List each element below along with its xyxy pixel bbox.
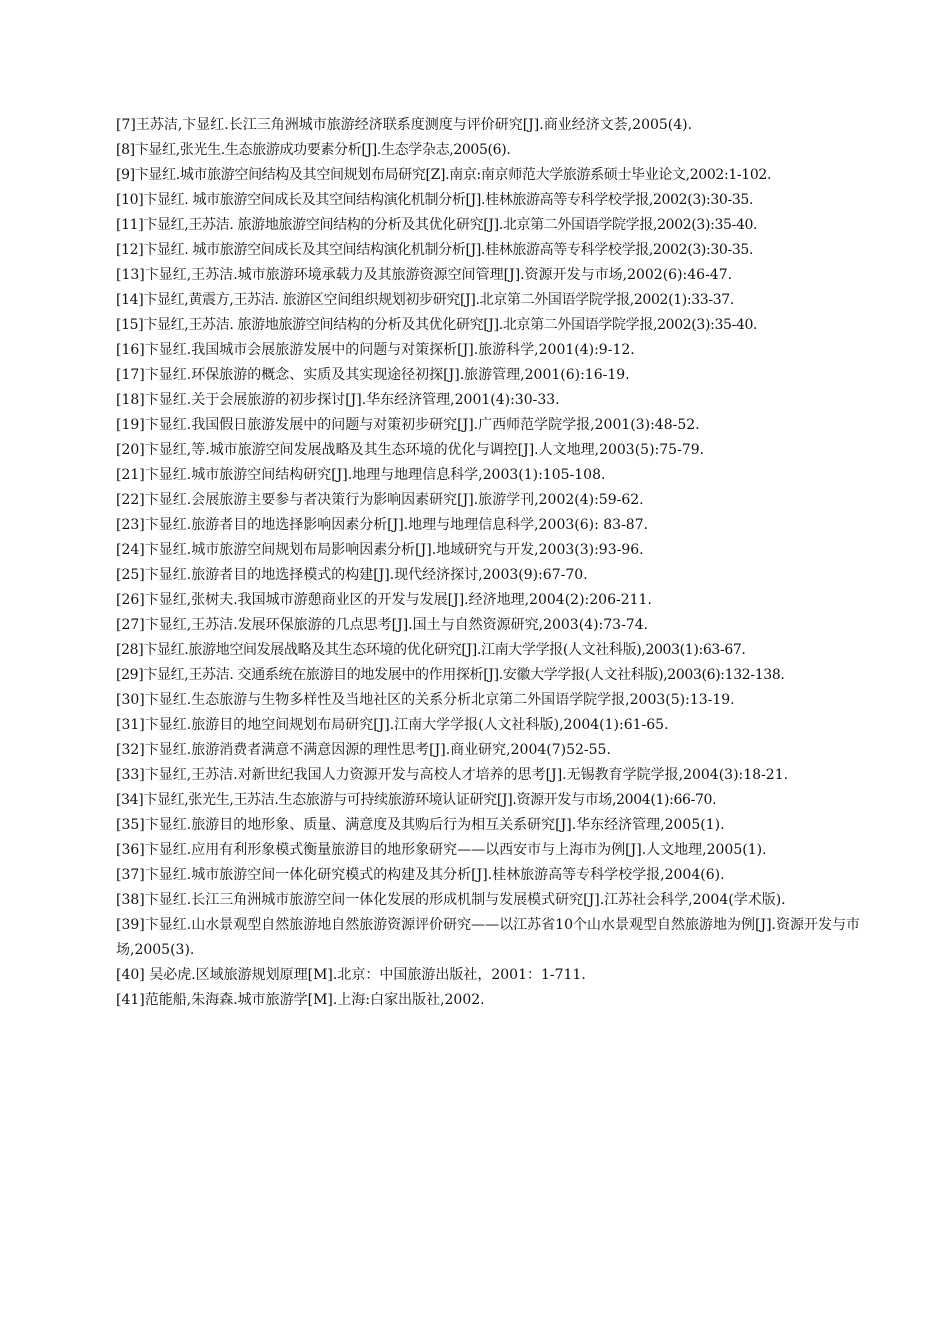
reference-list	[116, 113, 860, 1013]
reference-entry: [16]卞显红.我国城市会展旅游发展中的问题与对策探析[J].旅游科学,2001(4):9-12.	[116, 342, 635, 358]
reference-entry: [14]卞显红,黄震方,王苏洁. 旅游区空间组织规划初步研究[J].北京第二外国语学院学报,2002(1):33-37.	[116, 292, 734, 308]
reference-entry: [28]卞显红.旅游地空间发展战略及其生态环境的优化研究[J].江南大学学报(人文社科版),2003(1):63-67.	[116, 642, 746, 658]
reference-entry: [17]卞显红.环保旅游的概念、实质及其实现途径初探[J].旅游管理,2001(6):16-19.	[116, 367, 630, 383]
reference-entry: [32]卞显红.旅游消费者满意不满意因源的理性思考[J].商业研究,2004(7)52-55.	[116, 742, 611, 758]
reference-entry: [40] 吴必虎.区域旅游规划原理[M].北京：中国旅游出版社，2001：1-711.	[116, 967, 586, 983]
reference-entry: [24]卞显红.城市旅游空间规划布局影响因素分析[J].地域研究与开发,2003(3):93-96.	[116, 542, 644, 558]
reference-entry: [29]卞显红,王苏洁. 交通系统在旅游目的地发展中的作用探析[J].安徽大学学报(人文社科版),2003(6):132-138.	[116, 667, 785, 683]
reference-entry: [39]卞显红.山水景观型自然旅游地自然旅游资源评价研究——以江苏省10个山水景观型自然旅游地为例[J].资源开发与市场,2005(3).	[116, 917, 860, 958]
reference-entry: [19]卞显红.我国假日旅游发展中的问题与对策初步研究[J].广西师范学院学报,2001(3):48-52.	[116, 417, 700, 433]
reference-entry: [34]卞显红,张光生,王苏洁.生态旅游与可持续旅游环境认证研究[J].资源开发与市场,2004(1):66-70.	[116, 792, 717, 808]
reference-entry: [15]卞显红,王苏洁. 旅游地旅游空间结构的分析及其优化研究[J].北京第二外国语学院学报,2002(3):35-40.	[116, 317, 758, 333]
reference-entry: [10]卞显红. 城市旅游空间成长及其空间结构演化机制分析[J].桂林旅游高等专科学校学报,2002(3):30-35.	[116, 192, 754, 208]
reference-entry: [8]卞显红,张光生.生态旅游成功要素分析[J].生态学杂志,2005(6).	[116, 142, 511, 158]
reference-entry: [33]卞显红,王苏洁.对新世纪我国人力资源开发与高校人才培养的思考[J].无锡教育学院学报,2004(3):18-21.	[116, 767, 789, 783]
reference-entry: [38]卞显红.长江三角洲城市旅游空间一体化发展的形成机制与发展模式研究[J].江苏社会科学,2004(学术版).	[116, 892, 786, 908]
reference-entry: [35]卞显红.旅游目的地形象、质量、满意度及其购后行为相互关系研究[J].华东经济管理,2005(1).	[116, 817, 725, 833]
reference-entry: [11]卞显红,王苏洁. 旅游地旅游空间结构的分析及其优化研究[J].北京第二外国语学院学报,2002(3):35-40.	[116, 217, 758, 233]
reference-entry: [36]卞显红.应用有利形象模式衡量旅游目的地形象研究——以西安市与上海市为例[J].人文地理,2005(1).	[116, 842, 767, 858]
reference-entry: [21]卞显红.城市旅游空间结构研究[J].地理与地理信息科学,2003(1):105-108.	[116, 467, 606, 483]
reference-entry: [20]卞显红,等.城市旅游空间发展战略及其生态环境的优化与调控[J].人文地理,2003(5):75-79.	[116, 442, 705, 458]
reference-entry: [22]卞显红.会展旅游主要参与者决策行为影响因素研究[J].旅游学刊,2002(4):59-62.	[116, 492, 644, 508]
reference-entry: [41]范能船,朱海森.城市旅游学[M].上海:白家出版社,2002.	[116, 992, 485, 1008]
reference-entry: [12]卞显红. 城市旅游空间成长及其空间结构演化机制分析[J].桂林旅游高等专科学校学报,2002(3):30-35.	[116, 242, 754, 258]
reference-entry: [26]卞显红,张树夫.我国城市游憩商业区的开发与发展[J].经济地理,2004(2):206-211.	[116, 592, 652, 608]
reference-entry: [13]卞显红,王苏洁.城市旅游环境承载力及其旅游资源空间管理[J].资源开发与市场,2002(6):46-47.	[116, 267, 733, 283]
reference-entry: [31]卞显红.旅游目的地空间规划布局研究[J].江南大学学报(人文社科版),2004(1):61-65.	[116, 717, 669, 733]
reference-entry: [18]卞显红.关于会展旅游的初步探讨[J].华东经济管理,2001(4):30-33.	[116, 392, 560, 408]
reference-entry: [37]卞显红.城市旅游空间一体化研究模式的构建及其分析[J].桂林旅游高等专科学校学报,2004(6).	[116, 867, 725, 883]
reference-entry: [23]卞显红.旅游者目的地选择影响因素分析[J].地理与地理信息科学,2003(6): 83-87.	[116, 517, 649, 533]
reference-entry: [30]卞显红.生态旅游与生物多样性及当地社区的关系分析北京第二外国语学院学报,2003(5):13-19.	[116, 692, 735, 708]
reference-entry: [9]卞显红.城市旅游空间结构及其空间规划布局研究[Z].南京:南京师范大学旅游系硕士毕业论文,2002:1-102.	[116, 167, 772, 183]
reference-entry: [7]王苏洁,卞显红.长江三角洲城市旅游经济联系度测度与评价研究[J].商业经济文荟,2005(4).	[116, 117, 693, 133]
reference-entry: [25]卞显红.旅游者目的地选择模式的构建[J].现代经济探讨,2003(9):67-70.	[116, 567, 588, 583]
reference-entry: [27]卞显红,王苏洁.发展环保旅游的几点思考[J].国土与自然资源研究,2003(4):73-74.	[116, 617, 649, 633]
